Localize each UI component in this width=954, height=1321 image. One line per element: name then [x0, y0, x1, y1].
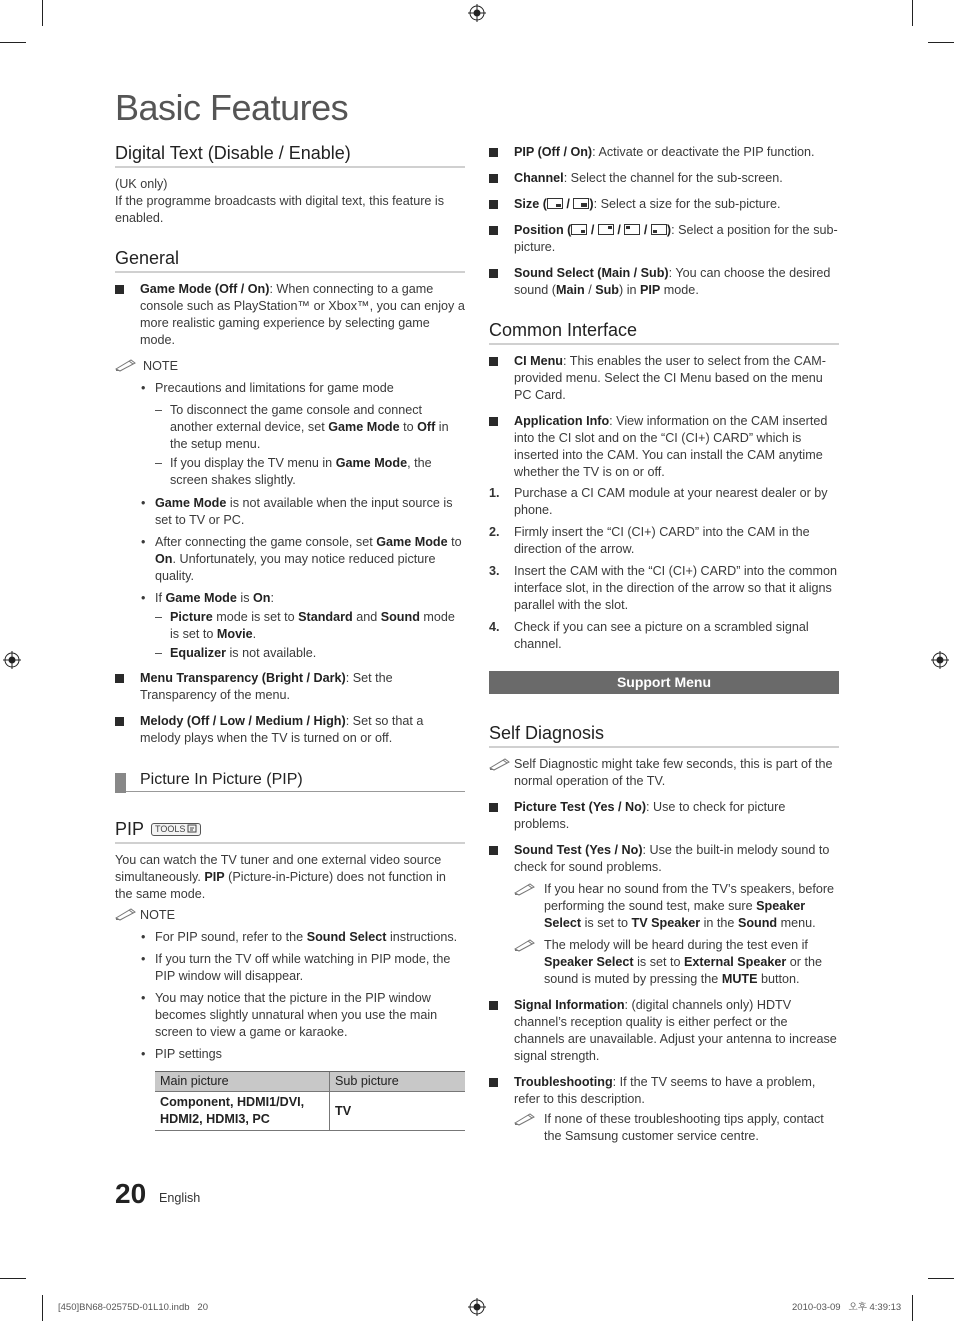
dash-bold: Game Mode	[335, 456, 408, 470]
pip-label: PIP	[115, 819, 145, 839]
self-diagnosis-heading: Self Diagnosis	[489, 722, 839, 748]
digital-text-desc: If the programme broadcasts with digital text, this feature is enabled.	[115, 194, 444, 225]
note-bullet	[141, 380, 465, 397]
dash-bold: Off	[417, 420, 436, 434]
step-number: 1.	[489, 486, 500, 500]
note-text: to	[447, 535, 462, 549]
pip-onoff-label: PIP (Off / On)	[514, 145, 593, 159]
section-bar-icon	[115, 773, 126, 793]
note-bullet	[141, 534, 465, 585]
note-bold: On	[155, 552, 173, 566]
size-separator: /	[562, 197, 574, 211]
crop-mark	[42, 1295, 43, 1321]
step-number: 4.	[489, 620, 500, 634]
dash-icon: –	[155, 403, 163, 417]
bullet-dot-icon: •	[141, 991, 146, 1005]
note-bold: External Speaker	[684, 955, 787, 969]
note-text: is	[236, 591, 253, 605]
crop-mark	[0, 1278, 26, 1279]
position-bottom-left-icon	[651, 224, 667, 235]
support-menu-banner: Support Menu	[489, 671, 839, 694]
pip-note-bullet	[141, 951, 465, 985]
note-text: If	[155, 591, 166, 605]
dash-text: .	[252, 627, 257, 641]
pip-settings-table	[155, 1071, 465, 1131]
pencil-icon	[514, 882, 536, 896]
menu-transparency-label: Menu Transparency (Bright / Dark)	[140, 671, 346, 685]
troubleshooting-note	[514, 1111, 839, 1145]
right-column	[489, 144, 839, 1150]
bullet-dot-icon: •	[141, 1047, 146, 1061]
note-text: PIP settings	[155, 1047, 222, 1061]
dash-bold: Equalizer	[170, 646, 226, 660]
note-text: If you hear no sound from the TV’s speakers, before performing the sound test, make sure	[544, 882, 835, 913]
pip-note-bullet	[141, 929, 465, 946]
position-top-left-icon	[624, 224, 640, 235]
pip-heading	[115, 818, 465, 844]
position-separator: /	[613, 223, 625, 237]
note-label: NOTE	[140, 908, 175, 922]
note-text: Precautions and limitations for game mode	[155, 381, 394, 395]
square-bullet-icon	[489, 1078, 498, 1087]
position-separator: /	[640, 223, 651, 237]
size-small-icon	[547, 198, 563, 209]
note-dash-item	[155, 645, 465, 662]
sound-select-label: Sound Select (Main / Sub)	[514, 266, 669, 280]
bullet-dot-icon: •	[141, 535, 146, 549]
position-item	[489, 222, 839, 256]
dash-bold: Picture	[170, 610, 213, 624]
dash-text: is not available.	[226, 646, 317, 660]
note-text: . Unfortunately, you may notice reduced picture quality.	[155, 552, 436, 583]
note-text: is not available when the input source is set to TV or PC.	[155, 496, 453, 527]
note-text: or the sound is muted by pressing the	[544, 955, 822, 986]
position-desc: : Select a position for the sub-picture.	[514, 223, 838, 254]
ci-step	[489, 485, 839, 519]
channel-label: Channel	[514, 171, 564, 185]
size-large-icon	[573, 198, 589, 209]
dash-bold: Movie	[216, 627, 253, 641]
note-text: in the	[700, 916, 738, 930]
position-label: Position (	[514, 223, 572, 237]
note-bold: On	[252, 591, 271, 605]
melody-item	[115, 713, 465, 747]
note-bold: Game Mode	[165, 591, 237, 605]
table-header-sub: Sub picture	[330, 1072, 466, 1092]
note-text: :	[270, 591, 274, 605]
sound-select-bold: Sub	[595, 283, 619, 297]
dash-icon: –	[155, 610, 163, 624]
application-info-desc: : View information on the CAM inserted into the CI slot and on the “CI (CI+) CARD” which is inserted into the CAM. You can install the CAM anytime whether the TV is on or off.	[514, 414, 828, 479]
table-cell-sub: TV	[330, 1092, 466, 1131]
sound-select-bold: Main	[556, 283, 585, 297]
note-text: menu.	[777, 916, 816, 930]
bullet-dot-icon: •	[141, 952, 146, 966]
dash-icon: –	[155, 646, 163, 660]
step-text: Insert the CAM with the “CI (CI+) CARD” into the common interface slot, in the direction of the arrow so that it aligns parallel with the slot.	[514, 564, 837, 612]
registration-mark-icon	[931, 651, 949, 669]
square-bullet-icon	[489, 357, 498, 366]
game-mode-desc: : When connecting to a game console such as PlayStation™ or Xbox™, you can enjoy a more realistic gaming experience by selecting game mode.	[140, 282, 465, 347]
note-text: For PIP sound, refer to the	[155, 930, 307, 944]
pip-desc	[115, 852, 465, 903]
pip-onoff-item	[489, 144, 839, 161]
self-diagnosis-intro	[489, 756, 839, 790]
registration-mark-icon	[468, 4, 486, 22]
position-close: )	[666, 223, 672, 237]
note-text: button.	[757, 972, 800, 986]
note-bold: Sound Select	[306, 930, 387, 944]
note-header	[115, 358, 465, 376]
square-bullet-icon	[489, 803, 498, 812]
pip-onoff-desc: : Activate or deactivate the PIP function.	[592, 145, 815, 159]
note-text: The melody will be heard during the test even if	[544, 938, 808, 952]
dash-text: mode is set to	[170, 610, 455, 641]
pencil-icon	[115, 907, 137, 921]
page-number: 20	[115, 1178, 147, 1209]
pip-section-title: Picture In Picture (PIP)	[140, 771, 303, 788]
bullet-dot-icon: •	[141, 496, 146, 510]
pencil-icon	[115, 358, 137, 372]
note-label: NOTE	[143, 359, 178, 373]
dash-text: mode is set to	[212, 610, 299, 624]
table-cell-main: Component, HDMI1/DVI, HDMI2, HDMI3, PC	[155, 1092, 330, 1131]
step-text: Purchase a CI CAM module at your nearest dealer or by phone.	[514, 486, 828, 517]
step-number: 2.	[489, 525, 500, 539]
note-bullet	[141, 495, 465, 529]
ci-step	[489, 524, 839, 558]
dash-bold: Game Mode	[328, 420, 400, 434]
dash-text: If you display the TV menu in	[170, 456, 336, 470]
note-bullet	[141, 590, 465, 607]
note-dash-item	[155, 609, 465, 643]
note-bold: MUTE	[721, 972, 758, 986]
troubleshooting-label: Troubleshooting	[514, 1075, 613, 1089]
size-label: Size (	[514, 197, 547, 211]
page-language: English	[159, 1191, 201, 1205]
registration-mark-icon	[3, 651, 21, 669]
square-bullet-icon	[489, 269, 498, 278]
menu-transparency-desc: : Set the Transparency of the menu.	[140, 671, 393, 702]
game-mode-item	[115, 281, 465, 349]
application-info-label: Application Info	[514, 414, 610, 428]
pip-note-bullet	[141, 1046, 465, 1063]
square-bullet-icon	[489, 148, 498, 157]
square-bullet-icon	[115, 674, 124, 683]
size-close: )	[589, 197, 594, 211]
pip-note-bullet	[141, 990, 465, 1041]
ci-menu-item	[489, 353, 839, 404]
note-text: instructions.	[386, 930, 458, 944]
ci-step	[489, 563, 839, 614]
sound-select-item	[489, 265, 839, 299]
menu-transparency-item	[115, 670, 465, 704]
pip-note-header	[115, 907, 465, 925]
note-dash-item	[155, 402, 465, 453]
crop-mark	[928, 1278, 954, 1279]
intro-text: Self Diagnostic might take few seconds, this is part of the normal operation of the TV.	[514, 757, 833, 788]
position-bottom-right-icon	[571, 224, 587, 235]
game-mode-label: Game Mode (Off / On)	[140, 282, 270, 296]
table-header-row	[155, 1072, 465, 1092]
sound-select-text: ) in	[619, 283, 640, 297]
sound-select-text: mode.	[660, 283, 699, 297]
note-text: If none of these troubleshooting tips apply, contact the Samsung customer service centre.	[544, 1112, 824, 1143]
square-bullet-icon	[489, 417, 498, 426]
size-desc: : Select a size for the sub-picture.	[593, 197, 781, 211]
page-title: Basic Features	[115, 87, 349, 128]
signal-information-item	[489, 997, 839, 1065]
common-interface-heading: Common Interface	[489, 319, 839, 345]
crop-mark	[0, 42, 26, 43]
dash-text: , the screen shakes slightly.	[170, 456, 432, 487]
note-text: is set to	[633, 955, 685, 969]
note-bold: Game Mode	[155, 496, 227, 510]
ci-step	[489, 619, 839, 653]
note-text: is set to	[581, 916, 632, 930]
step-number: 3.	[489, 564, 500, 578]
position-top-right-icon	[598, 224, 614, 235]
left-column	[115, 142, 465, 1131]
dash-text: in the setup menu.	[170, 420, 449, 451]
pip-desc-bold: PIP	[204, 870, 225, 884]
square-bullet-icon	[489, 846, 498, 855]
pip-desc-text: You can watch the TV tuner and one external video source simultaneously.	[115, 853, 442, 884]
crop-mark	[912, 0, 913, 26]
sound-test-label: Sound Test (Yes / No)	[514, 843, 643, 857]
channel-item	[489, 170, 839, 187]
picture-test-item	[489, 799, 839, 833]
square-bullet-icon	[489, 1001, 498, 1010]
pip-section-heading	[115, 769, 465, 792]
note-text: After connecting the game console, set	[155, 535, 377, 549]
square-bullet-icon	[489, 226, 498, 235]
crop-mark	[928, 42, 954, 43]
bullet-dot-icon: •	[141, 381, 146, 395]
channel-desc: : Select the channel for the sub-screen.	[563, 171, 783, 185]
troubleshooting-item	[489, 1074, 839, 1108]
bullet-dot-icon: •	[141, 930, 146, 944]
square-bullet-icon	[489, 174, 498, 183]
square-bullet-icon	[115, 285, 124, 294]
crop-mark	[912, 1295, 913, 1321]
square-bullet-icon	[489, 200, 498, 209]
note-dash-item	[155, 455, 465, 489]
dash-bold: Sound	[380, 610, 420, 624]
square-bullet-icon	[115, 717, 124, 726]
melody-label: Melody (Off / Low / Medium / High)	[140, 714, 346, 728]
picture-test-label: Picture Test (Yes / No)	[514, 800, 647, 814]
uk-only-text: (UK only)	[115, 177, 168, 191]
pencil-icon	[514, 1112, 536, 1126]
sound-test-note	[514, 881, 839, 932]
tools-icon	[187, 824, 197, 834]
position-separator: /	[587, 223, 598, 237]
table-header-main: Main picture	[155, 1072, 330, 1092]
slug-file-info: [450]BN68-02575D-01L10.indb 20	[58, 1302, 209, 1313]
sound-test-item	[489, 842, 839, 876]
dash-text: To disconnect the game console and connect another external device, set	[170, 403, 423, 434]
troubleshooting-desc: : If the TV seems to have a problem, refer to this description.	[514, 1075, 816, 1106]
ci-menu-desc: : This enables the user to select from the CAM-provided menu. Select the CI Menu based on the menu PC Card.	[514, 354, 826, 402]
note-bold: Sound	[737, 916, 778, 930]
note-text: You may notice that the picture in the PIP window becomes slightly unnatural when you use the main screen to view a game or karaoke.	[155, 991, 438, 1039]
sound-test-note	[514, 937, 839, 988]
dash-bold: Standard	[298, 610, 353, 624]
note-bold: Speaker Select	[544, 899, 806, 930]
note-bold: Speaker Select	[544, 955, 634, 969]
digital-text-heading: Digital Text (Disable / Enable)	[115, 142, 465, 168]
bullet-dot-icon: •	[141, 591, 146, 605]
sound-select-text: /	[584, 283, 596, 297]
general-heading: General	[115, 247, 465, 273]
crop-mark	[42, 0, 43, 26]
pencil-icon	[489, 757, 511, 771]
sound-select-text: : You can choose the desired sound (	[514, 266, 831, 297]
registration-mark-icon	[468, 1298, 486, 1316]
note-bold: TV Speaker	[631, 916, 701, 930]
size-item	[489, 196, 839, 213]
sound-test-desc: : Use the built-in melody sound to check for sound problems.	[514, 843, 830, 874]
tools-label: TOOLS	[155, 823, 186, 834]
signal-information-desc: : (digital channels only) HDTV channel’s reception quality is either perfect or the channels are unavailable. Adjust your antenna to increase signal strength.	[514, 998, 837, 1063]
pip-desc-text: (Picture-in-Picture) does not function in the same mode.	[115, 870, 446, 901]
tools-badge	[151, 823, 201, 836]
signal-information-label: Signal Information	[514, 998, 625, 1012]
slug-timestamp: 2010-03-09 오후 4:39:13	[792, 1302, 902, 1313]
melody-desc: : Set so that a melody plays when the TV is turned on or off.	[140, 714, 424, 745]
pencil-icon	[514, 938, 536, 952]
dash-text: to	[399, 420, 418, 434]
note-text: If you turn the TV off while watching in PIP mode, the PIP window will disappear.	[155, 952, 451, 983]
picture-test-desc: : Use to check for picture problems.	[514, 800, 786, 831]
dash-text: and	[352, 610, 381, 624]
step-text: Firmly insert the “CI (CI+) CARD” into the CAM in the direction of the arrow.	[514, 525, 810, 556]
step-text: Check if you can see a picture on a scrambled signal channel.	[514, 620, 809, 651]
sound-select-bold: PIP	[640, 283, 661, 297]
application-info-item	[489, 413, 839, 481]
dash-icon: –	[155, 456, 163, 470]
note-bold: Game Mode	[376, 535, 448, 549]
table-row	[155, 1092, 465, 1131]
ci-menu-label: CI Menu	[514, 354, 563, 368]
